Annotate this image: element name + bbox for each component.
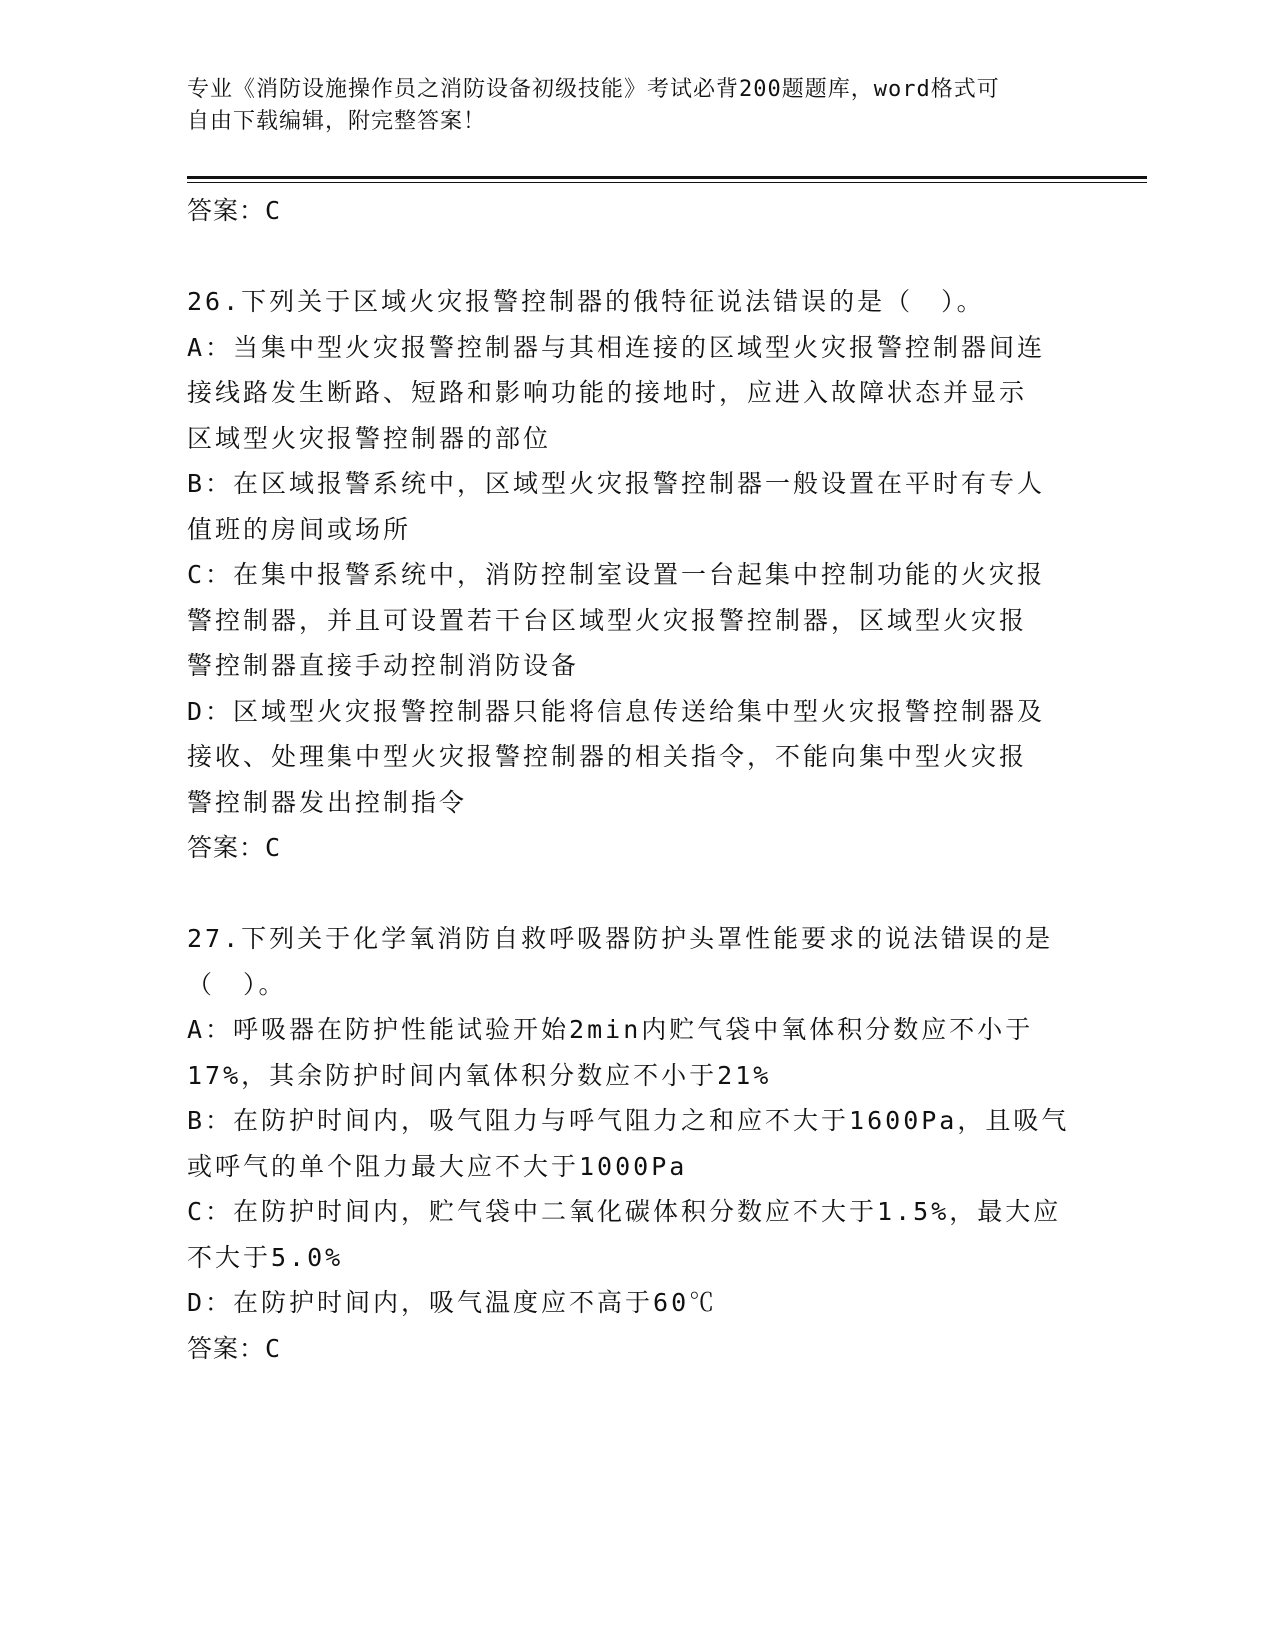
question-stem: 27.下列关于化学氧消防自救呼吸器防护头罩性能要求的说法错误的是	[187, 924, 1054, 953]
option-d	[187, 689, 1087, 826]
header-line: 自由下载编辑，附完整答案！	[187, 109, 487, 134]
option-b	[187, 1098, 1087, 1189]
option-line: C：在防护时间内，贮气袋中二氧化碳体积分数应不大于1.5%，最大应	[187, 1197, 1062, 1226]
option-line: 17%，其余防护时间内氧体积分数应不小于21%	[187, 1060, 772, 1090]
answer-line: 答案：C	[187, 833, 282, 862]
option-a	[187, 325, 1087, 462]
option-line: A：当集中型火灾报警控制器与其相连接的区域型火灾报警控制器间连	[187, 332, 1046, 362]
option-b	[187, 461, 1087, 552]
option-line: C：在集中报警系统中，消防控制室设置一台起集中控制功能的火灾报	[187, 560, 1046, 589]
option-a	[187, 1007, 1087, 1098]
option-line: 值班的房间或场所	[187, 514, 412, 544]
page-header	[187, 74, 1067, 138]
questions-content	[187, 188, 1087, 1371]
header-line: 专业《消防设施操作员之消防设备初级技能》考试必背200题题库，word格式可	[187, 77, 1000, 102]
option-c	[187, 552, 1087, 689]
question-stem: （ ）。	[187, 969, 287, 999]
option-line: 接线路发生断路、短路和影响功能的接地时，应进入故障状态并显示	[187, 378, 1028, 407]
answer-line: 答案：C	[187, 196, 282, 225]
question-stem: 26.下列关于区域火灾报警控制器的俄特征说法错误的是（ ）。	[187, 287, 985, 316]
question-block	[187, 279, 1087, 871]
option-line: 警控制器，并且可设置若干台区域型火灾报警控制器，区域型火灾报	[187, 605, 1028, 635]
option-line: B：在区域报警系统中，区域型火灾报警控制器一般设置在平时有专人	[187, 469, 1046, 498]
spacer	[187, 871, 1087, 917]
option-d	[187, 1280, 1087, 1326]
option-c	[187, 1189, 1087, 1280]
option-line: 警控制器发出控制指令	[187, 787, 468, 817]
option-line: B：在防护时间内，吸气阻力与呼气阻力之和应不大于1600Pa，且吸气	[187, 1106, 1070, 1135]
option-line: D：在防护时间内，吸气温度应不高于60℃	[187, 1288, 718, 1317]
option-line: 警控制器直接手动控制消防设备	[187, 651, 580, 680]
option-line: A：呼吸器在防护性能试验开始2min内贮气袋中氧体积分数应不小于	[187, 1015, 1034, 1044]
header-divider-thin	[187, 182, 1147, 183]
option-line: 或呼气的单个阻力最大应不大于1000Pa	[187, 1151, 688, 1181]
answer-line: 答案：C	[187, 1333, 282, 1363]
option-line: 接收、处理集中型火灾报警控制器的相关指令，不能向集中型火灾报	[187, 742, 1028, 771]
option-line: 不大于5.0%	[187, 1242, 344, 1272]
header-divider-thick	[187, 176, 1147, 179]
spacer	[187, 234, 1087, 280]
option-line: D：区域型火灾报警控制器只能将信息传送给集中型火灾报警控制器及	[187, 696, 1046, 726]
question-block	[187, 916, 1087, 1371]
option-line: 区域型火灾报警控制器的部位	[187, 423, 552, 453]
